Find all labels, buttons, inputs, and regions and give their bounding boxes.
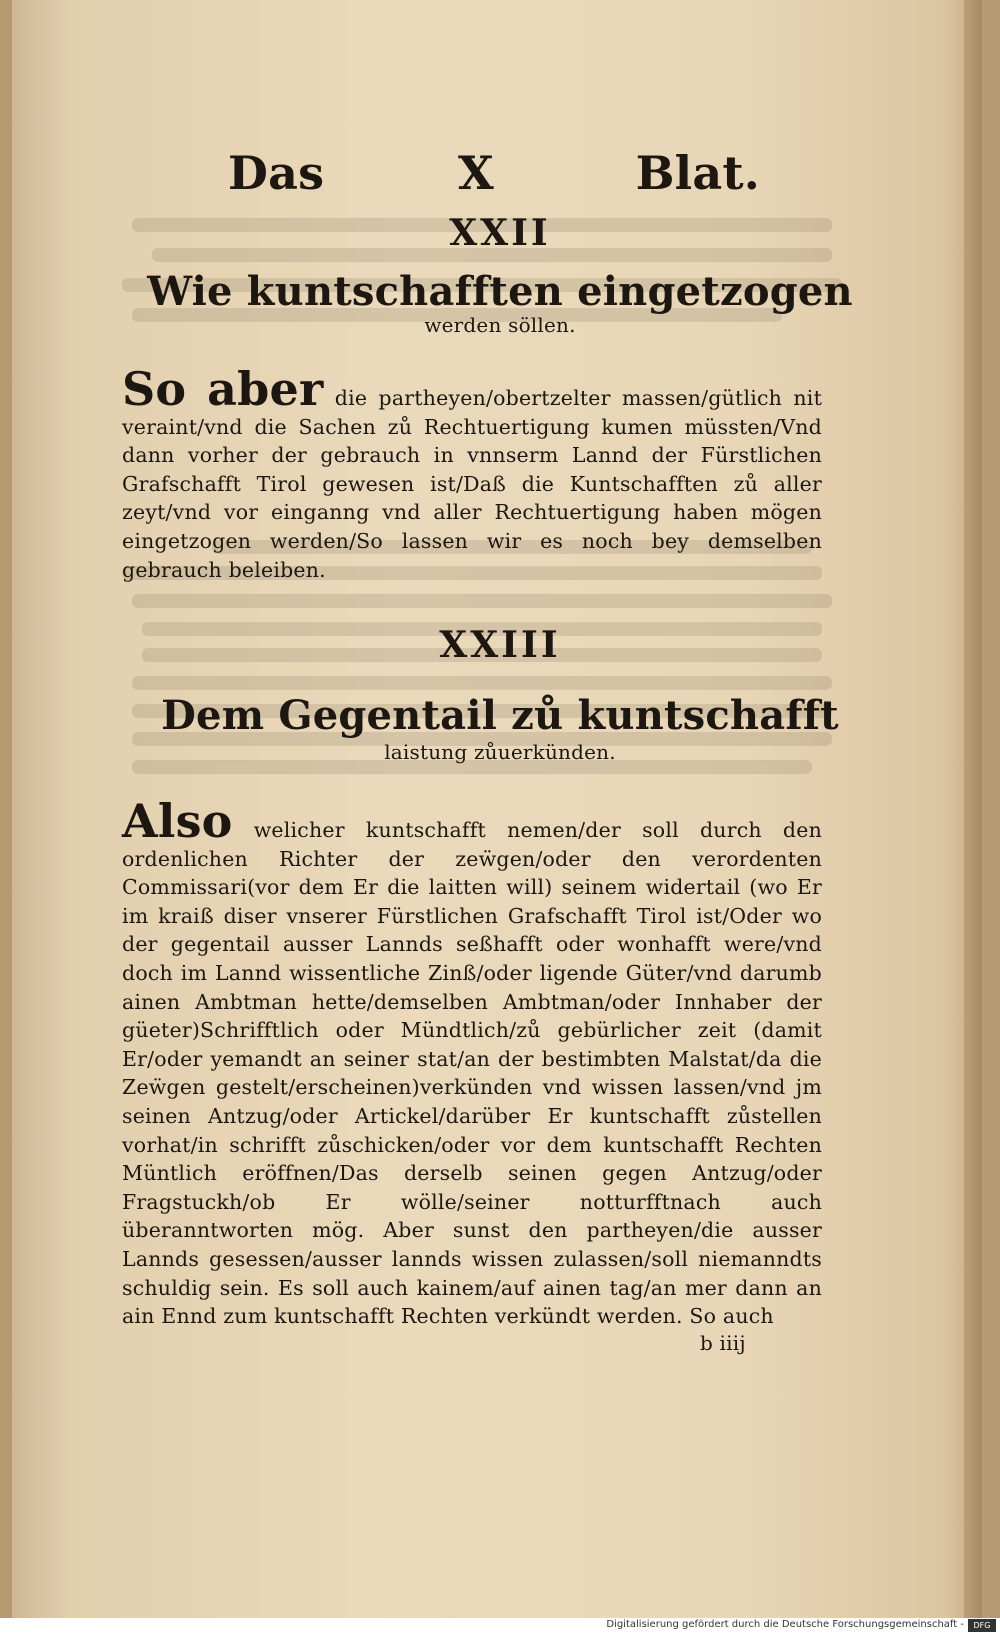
chapter-subtitle-22: werden söllen.: [424, 313, 576, 337]
chapter-number-22: XXII: [449, 212, 551, 254]
chapter-title-22: Wie kuntschafften eingetzogen: [147, 268, 853, 315]
paragraph-23-text: welicher kuntschafft nemen/der soll durch den ordenlichen Richter der zeẅgen/oder den verordenten Commissari(vor dem Er die laitten will) seinem widertail (wo Er im kraiß diser vnserer Fürstlichen Grafschafft Tirol ist/Oder wo der gegentail ausser Lannds seßhafft oder wonhafft were/vnd doch im Lannd wissentliche Zinß/oder ligende Güter/vnd darumb ainen Ambtman hette/demselben Ambtman/oder Innhaber der güeter)Schrifftlich oder Mündtlich/zů gebürlicher zeit (damit Er/oder yemandt an seiner stat/an der bestimbten Malstat/da die Zeẅgen gestelt/erscheinen)verkünden vnd wissen lassen/vnd jm seinen Antzug/oder Artickel/darüber Er kuntschafft zůstellen vorhat/in schrifft zůschicken/oder vor dem kuntschafft Rechten Müntlich eröffnen/Das derselb seinen gegen Antzug/oder Fragstuckh/ob Er wölle/seiner notturfftnach auch überanntworten mög. Aber sunst den partheyen/die ausser Lannds gesessen/ausser lannds wissen zulassen/soll niemanndts schuldig sein. Es soll auch kainem/auf ainen tag/an mer dann an ain Ennd zum kuntschafft Rechten verkündt werden. So auch: [122, 818, 822, 1329]
chapter-number-23: XXIII: [439, 624, 561, 666]
chapter-title-23: Dem Gegentail zů kuntschafft: [161, 692, 839, 739]
header-left: Das: [228, 146, 325, 200]
header-folio-number: X: [458, 146, 494, 200]
footer-bar: [0, 1618, 1000, 1634]
chapter-subtitle-23: laistung zůuerkünden.: [384, 740, 616, 764]
footer-credit: Digitalisierung gefördert durch die Deutsche Forschungsgemeinschaft -: [606, 1619, 964, 1630]
header-right: Blat.: [635, 146, 760, 200]
paragraph-22: [122, 362, 823, 584]
dfg-logo: DFG: [968, 1619, 996, 1632]
paragraph-23: [122, 794, 822, 1331]
paragraph-22-text: die partheyen/obertzelter massen/gütlich nit veraint/vnd die Sachen zů Rechtuertigung kumen müssten/Vnd dann vorher der gebrauch in vnnserm Lannd der Fürstlichen Grafschafft Tirol gewesen ist/Daß die Kuntschafften zů aller zeyt/vnd vor einganng vnd aller Rechtuertigung haben mögen eingetzogen werden/So lassen wir es noch bey demselben gebrauch beleiben.: [122, 386, 823, 582]
initial-words-22: So aber: [122, 362, 324, 416]
initial-word-23: Also: [122, 794, 233, 848]
signature-mark: b iiij: [700, 1331, 746, 1355]
page-header: [228, 146, 760, 206]
